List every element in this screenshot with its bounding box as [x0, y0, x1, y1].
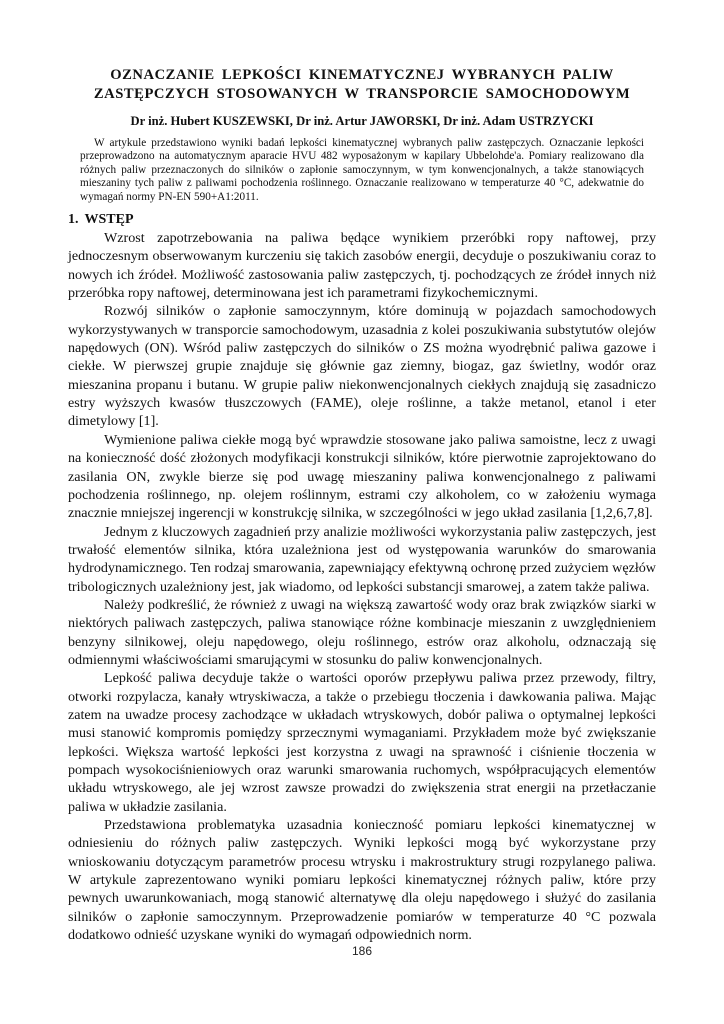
- body-paragraph: Przedstawiona problematyka uzasadnia konieczność pomiaru lepkości kinematycznej w odniesieniu do różnych paliw zastępczych. Wyniki lepkości mogą być wykorzystane przy wnioskowaniu dotyczącym parametrów procesu wtrysku i makrostruktury strugi rozpylanego paliwa. W artykule zaprezentowano wyniki pomiaru lepkości kinematycznej różnych paliw, które przy pewnych uwarunkowaniach, mogą stanowić alternatywę dla oleju napędowego i służyć do zasilania silników o zapłonie samoczynnym. Przeprowadzenie pomiarów w temperaturze 40 °C pozwala dodatkowo odnieść uzyskane wyniki do wymagań odpowiednich norm.: [68, 817, 656, 944]
- body-paragraph: Jednym z kluczowych zagadnień przy analizie możliwości wykorzystania paliw zastępczych, jest trwałość elementów silnika, która uzależniona jest od występowania warunków do smarowania hydrodynamicznego. Ten rodzaj smarowania, zapewniający efektywną ochronę przed zużyciem węzłów tribologicznych uzależniony jest, jak wiadomo, od lepkości substancji smarowej, a zatem także paliwa.: [68, 523, 656, 595]
- document-page: [68, 66, 656, 944]
- body-paragraph: Lepkość paliwa decyduje także o wartości oporów przepływu paliwa przez przewody, filtry, otworki rozpylacza, kanały wtryskiwacza, a także o przebiegu tłoczenia i dawkowania paliwa. Mając zatem na uwadze procesy zachodzące w układach wtryskowych, dobór paliwa o optymalnej lepkości musi stanowić kompromis pomiędzy sprzecznymi wymaganiami. Przykładem może być zwiększanie lepkości. Większa wartość lepkości jest korzystna z uwagi na sprawność i ciśnienie tłoczenia w pompach wysokociśnieniowych oraz warunki smarowania ruchomych, współpracujących elementów układu wtryskowego, ale jej wzrost zawsze prowadzi do zwiększenia strat energii na przetłaczanie paliwa w układzie zasilania.: [68, 670, 656, 815]
- section-heading: [68, 211, 656, 229]
- paper-title: [68, 66, 656, 104]
- body-paragraph: Rozwój silników o zapłonie samoczynnym, które dominują w pojazdach samochodowych wykorzystywanych w transporcie samochodowym, uzasadnia z kolei poszukiwania substytutów olejów napędowych (ON). Wśród paliw zastępczych do silników o ZS można wyodrębnić paliwa gazowe i ciekłe. W pierwszej grupie znajduje się głównie gaz ziemny, biogaz, gaz świetlny, wodór oraz mieszanina propanu i butanu. W grupie paliw niekonwencjonalnych ciekłych znajdują się zasadniczo estry wyższych kwasów tłuszczowych (FAME), oleje roślinne, a także metanol, etanol i eter dimetylowy [1].: [68, 303, 656, 430]
- paper-title-line-2: ZASTĘPCZYCH STOSOWANYCH W TRANSPORCIE SAMOCHODOWYM: [93, 86, 631, 102]
- section-body: [68, 229, 656, 944]
- page-number: 186: [351, 944, 373, 958]
- paper-title-line-1: OZNACZANIE LEPKOŚCI KINEMATYCZNEJ WYBRANYCH PALIW: [110, 67, 614, 83]
- body-paragraph: Wymienione paliwa ciekłe mogą być wprawdzie stosowane jako paliwa samoistne, lecz z uwagi na konieczność dość złożonych modyfikacji konstrukcji silników, które pierwotnie zaprojektowano do zasilania ON, zwykle bierze się pod uwagę mieszaniny paliwa konwencjonalnego z paliwami pochodzenia roślinnego, np. olejem roślinnym, estrami czy alkoholem, co w założeniu wymaga znacznie mniejszej ingerencji w konstrukcję silnika, w szczególności w jego układ zasilania [1,2,6,7,8].: [68, 431, 656, 522]
- section-number: 1.: [68, 212, 79, 228]
- abstract: W artykule przedstawiono wyniki badań lepkości kinematycznej wybranych paliw zastępczych. Oznaczanie lepkości przeprowadzono na automatycznym aparacie HVU 482 wyposażonym w kapilary Ubbelohde'a. Pomiary realizowano dla różnych paliw przeznaczonych do silników o zapłonie samoczynnym, w tym konwencjonalnych, a także stanowiących mieszaniny tych paliw z paliwami pochodzenia roślinnego. Oznaczanie realizowano w temperaturze 40 °C, adekwatnie do wymagań normy PN-EN 590+A1:2011.: [80, 137, 644, 203]
- section-title: WSTĘP: [84, 212, 134, 228]
- body-paragraph: Wzrost zapotrzebowania na paliwa będące wynikiem przeróbki ropy naftowej, przy jednoczesnym obserwowanym kurczeniu się takich zasobów energii, decyduje o poszukiwaniu coraz to nowych ich źródeł. Możliwość zastosowania paliw zastępczych, tj. pochodzących ze źródeł innych niż przeróbka ropy naftowej, determinowana jest ich parametrami fizykochemicznymi.: [68, 230, 656, 302]
- authors-line: Dr inż. Hubert KUSZEWSKI, Dr inż. Artur JAWORSKI, Dr inż. Adam USTRZYCKI: [130, 114, 594, 128]
- body-paragraph: Należy podkreślić, że również z uwagi na większą zawartość wody oraz brak związków siarki w niektórych paliwach zastępczych, paliwa stanowiące różne kombinacje mieszanin z uwzględnieniem benzyny silnikowej, oleju napędowego, oleju roślinnego, estrów oraz alkoholu, odznaczają się odmiennymi właściwościami smarującymi w stosunku do paliw konwencjonalnych.: [68, 596, 656, 668]
